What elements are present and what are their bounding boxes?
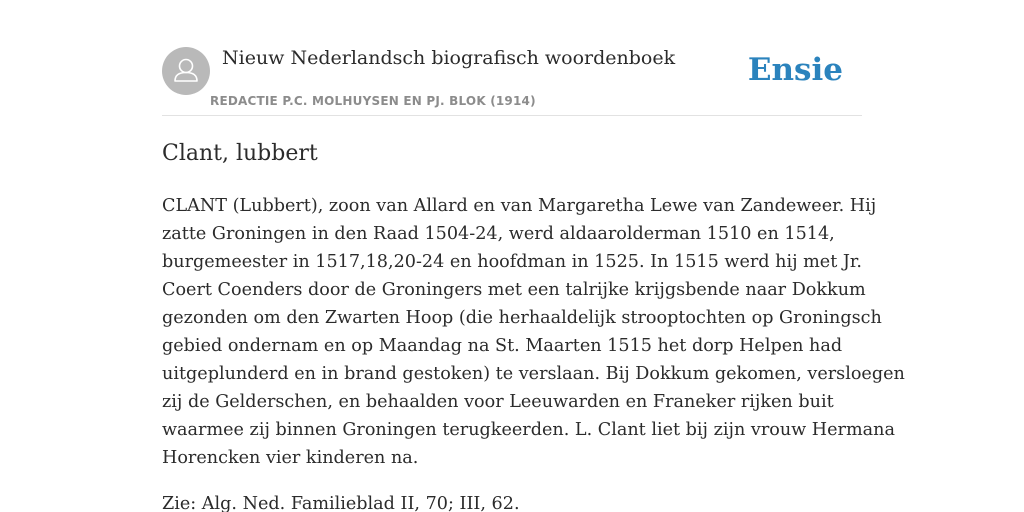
entry-body-line: zij de Gelderschen, en behaalden voor Leeuwarden en Franeker rijken buit [162,392,834,412]
entry-title: Clant, lubbert [162,141,318,166]
ensie-logo[interactable]: Ensie [747,52,843,88]
entry-body-line: uitgeplunderd en in brand gestoken) te verslaan. Bij Dokkum gekomen, versloegen [162,364,905,384]
source-avatar [162,47,210,95]
entry-reference: Zie: Alg. Ned. Familieblad II, 70; III, 62. [162,494,520,512]
header-divider [162,115,862,116]
entry-body-line: CLANT (Lubbert), zoon van Allard en van Margaretha Lewe van Zandeweer. Hij [162,196,877,216]
user-icon [162,47,210,95]
entry-body-line: zatte Groningen in den Raad 1504-24, werd aldaarolderman 1510 en 1514, [162,224,835,244]
entry-body-line: Coert Coenders door de Groningers met een talrijke krijgsbende naar Dokkum [162,280,866,300]
entry-body-line: gebied ondernam en op Maandag na St. Maarten 1515 het dorp Helpen had [162,336,843,356]
entry-body [162,192,905,472]
source-editors: REDACTIE P.C. MOLHUYSEN EN PJ. BLOK (1914) [210,94,536,108]
entry-body-line: gezonden om den Zwarten Hoop (die herhaaldelijk strooptochten op Groningsch [162,308,882,328]
entry-body-line: waarmee zij binnen Groningen terugkeerden. L. Clant liet bij zijn vrouw Hermana [162,420,895,440]
entry-body-line: burgemeester in 1517,18,20-24 en hoofdman in 1525. In 1515 werd hij met Jr. [162,252,863,272]
source-title[interactable]: Nieuw Nederlandsch biografisch woordenboek [222,47,676,69]
entry-body-line: Horencken vier kinderen na. [162,448,419,468]
